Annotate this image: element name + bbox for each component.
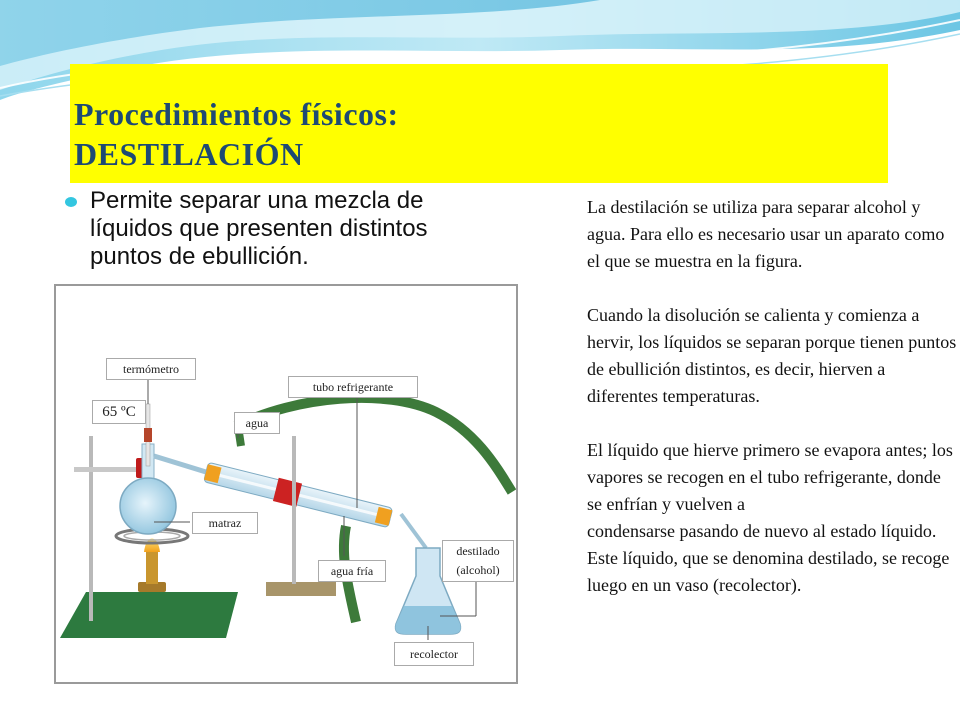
slide-title-line-2: DESTILACIÓN: [74, 136, 304, 172]
slide-title-banner: [70, 64, 888, 183]
label-temperatura: 65 ºC: [92, 400, 146, 424]
bullet-icon: [64, 196, 80, 208]
right-base-plate: [266, 582, 336, 596]
left-stand-rod: [89, 436, 93, 621]
label-matraz: matraz: [192, 512, 258, 534]
matraz-flask: [120, 478, 176, 534]
label-destilado-line1: destilado: [456, 544, 500, 558]
right-stand-rod: [292, 436, 296, 584]
label-destilado: [442, 540, 514, 582]
paragraph-1: La destilación se utiliza para separar alcohol y agua. Para ello es necesario usar un aparato como el que se muestra en la figura.: [587, 197, 945, 271]
distillation-apparatus-illustration: [56, 286, 516, 682]
paragraph-3: El líquido que hierve primero se evapora antes; los vapores se recogen en el tubo refrigerante, donde se enfrían y vuelven a condensarse pasando de nuevo al estado líquido. Este líquido, que se denomina destilado, se recoge luego en un vaso (recolector).: [587, 440, 953, 595]
label-recolector: recolector: [394, 642, 474, 666]
slide-title-line-1: Procedimientos físicos:: [74, 96, 399, 132]
left-base-plate: [60, 592, 238, 638]
label-agua: agua: [234, 412, 280, 434]
explanation-text: [587, 194, 957, 599]
paragraph-2: Cuando la disolución se calienta y comienza a hervir, los líquidos se separan porque tienen puntos de ebullición distintos, es decir, hierven a diferentes temperaturas.: [587, 305, 957, 406]
label-destilado-line2: (alcohol): [456, 563, 500, 577]
bullet-text: Permite separar una mezcla de líquidos que presenten distintos puntos de ebullición.: [90, 187, 428, 270]
label-termometro: termómetro: [106, 358, 196, 380]
label-tubo-refrigerante: tubo refrigerante: [288, 376, 418, 398]
distillation-diagram: [54, 284, 518, 684]
label-agua-fria: agua fría: [318, 560, 386, 582]
